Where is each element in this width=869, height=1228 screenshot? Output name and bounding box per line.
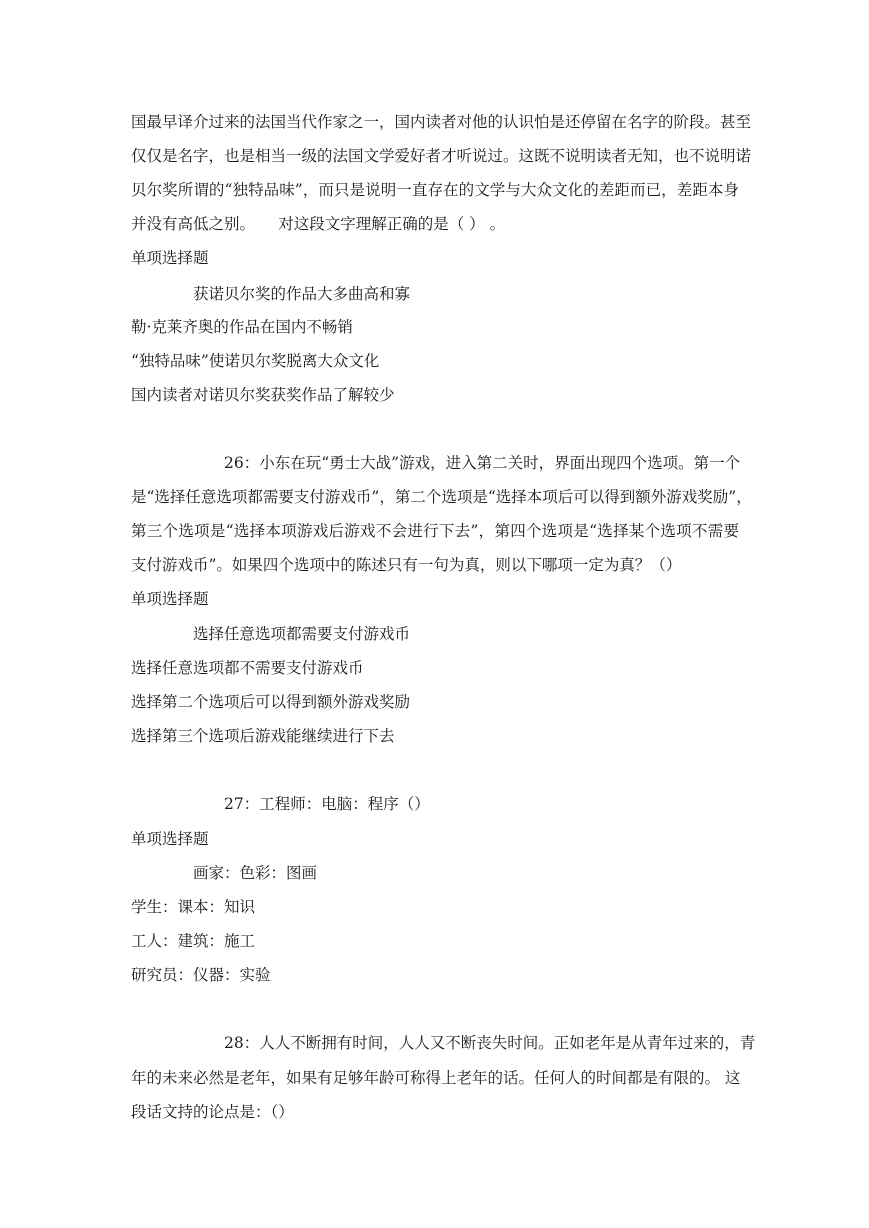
question-27-option-d[interactable]: 研究员：仪器：实验 <box>131 966 271 984</box>
question-25-text-line-2: 仅仅是名字，也是相当一级的法国文学爱好者才听说过。这既不说明读者无知，也不说明诺 <box>131 147 752 165</box>
question-26-text-line-2: 是“选择任意选项都需要支付游戏币”，第二个选项是“选择本项后可以得到额外游戏奖励”， <box>131 488 752 506</box>
question-26-text-line-1: 26：小东在玩“勇士大战”游戏，进入第二关时，界面出现四个选项。第一个 <box>224 454 741 472</box>
question-25-option-a[interactable]: 获诺贝尔奖的作品大多曲高和寡 <box>193 285 411 303</box>
question-25-text-line-3: 贝尔奖所谓的“独特品味”，而只是说明一直存在的文学与大众文化的差距而已，差距本身 <box>131 181 739 199</box>
question-26-text-line-3: 第三个选项是“选择本项游戏后游戏不会进行下去”，第四个选项是“选择某个选项不需要 <box>131 522 739 540</box>
question-27-option-a[interactable]: 画家：色彩：图画 <box>193 864 318 882</box>
question-26-text-line-4: 支付游戏币”。如果四个选项中的陈述只有一句为真，则以下哪项一定为真？（） <box>131 556 682 574</box>
question-26-type-label: 单项选择题 <box>131 590 209 608</box>
question-28-text-line-2: 年的未来必然是老年，如果有足够年龄可称得上老年的话。任何人的时间都是有限的。 这 <box>131 1069 741 1087</box>
question-27-type-label: 单项选择题 <box>131 830 209 848</box>
question-25-option-d[interactable]: 国内读者对诺贝尔奖获奖作品了解较少 <box>131 386 395 404</box>
question-25-type-label: 单项选择题 <box>131 249 209 267</box>
question-25-option-c[interactable]: “独特品味”使诺贝尔奖脱离大众文化 <box>131 352 380 370</box>
question-26-option-a[interactable]: 选择任意选项都需要支付游戏币 <box>193 625 411 643</box>
question-26-option-b[interactable]: 选择任意选项都不需要支付游戏币 <box>131 659 364 677</box>
question-27-option-c[interactable]: 工人：建筑：施工 <box>131 932 256 950</box>
question-25-text-line-4: 并没有高低之别。 对这段文字理解正确的是（ ） 。 <box>131 215 506 233</box>
question-25-option-b[interactable]: 勒·克莱齐奥的作品在国内不畅销 <box>131 318 353 336</box>
question-25-text-line-1: 国最早译介过来的法国当代作家之一，国内读者对他的认识怕是还停留在名字的阶段。甚至 <box>131 113 752 131</box>
question-28-text-line-1: 28：人人不断拥有时间，人人又不断丧失时间。正如老年是从青年过来的，青 <box>224 1034 756 1052</box>
question-28-text-line-3: 段话文持的论点是：（） <box>131 1103 294 1121</box>
question-26-option-c[interactable]: 选择第二个选项后可以得到额外游戏奖励 <box>131 693 411 711</box>
question-27-option-b[interactable]: 学生：课本：知识 <box>131 898 256 916</box>
question-27-text-line-1: 27：工程师：电脑：程序（） <box>224 795 430 813</box>
question-26-option-d[interactable]: 选择第三个选项后游戏能继续进行下去 <box>131 727 395 745</box>
